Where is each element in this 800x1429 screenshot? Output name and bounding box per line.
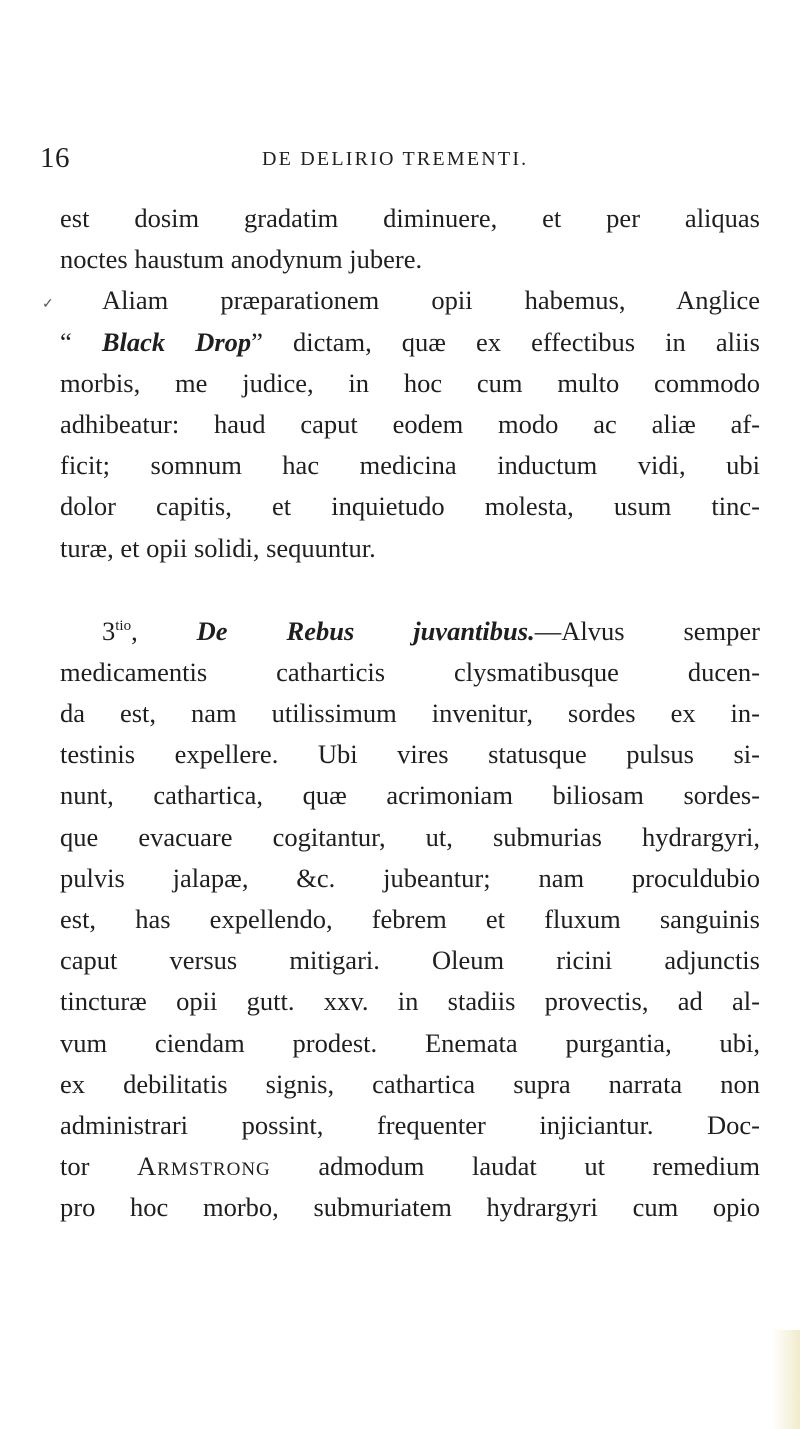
text-fragment: —Alvus semper bbox=[534, 615, 761, 646]
text-line: administrari possint, frequenter injiciantur. Doc- bbox=[60, 1109, 760, 1140]
section-title: De Rebus juvantibus. bbox=[196, 615, 535, 646]
black-drop-title: Black Drop bbox=[101, 326, 252, 357]
text-line: nunt, cathartica, quæ acrimoniam biliosam sordes- bbox=[60, 780, 760, 811]
page-stain bbox=[772, 1330, 800, 1429]
text-line bbox=[60, 1146, 760, 1187]
text-line: pro hoc morbo, submuriatem hydrargyri cum opio bbox=[60, 1192, 760, 1223]
text-line: ficit; somnum hac medicina inductum vidi, ubi bbox=[60, 450, 760, 481]
text-fragment: , bbox=[131, 615, 197, 646]
author-name: Armstrong bbox=[137, 1151, 271, 1182]
text-line: Aliam præparationem opii habemus, Anglice bbox=[102, 285, 760, 316]
text-line: dolor capitis, et inquietudo molesta, usum tinc- bbox=[60, 491, 760, 522]
running-head bbox=[0, 142, 800, 182]
text-line: tincturæ opii gutt. xxv. in stadiis provectis, ad al- bbox=[60, 986, 760, 1017]
text-line: est dosim gradatim diminuere, et per aliquas bbox=[60, 203, 760, 233]
text-line: ex debilitatis signis, cathartica supra narrata non bbox=[60, 1068, 760, 1099]
text-line: vum ciendam prodest. Enemata purgantia, ubi, bbox=[60, 1027, 760, 1058]
text-fragment: admodum laudat ut remedium bbox=[270, 1151, 760, 1182]
paragraph-gap bbox=[60, 569, 760, 611]
open-quote: “ bbox=[60, 326, 102, 357]
text-line: morbis, me judice, in hoc cum multo commodo bbox=[60, 367, 760, 398]
margin-mark: ✓ bbox=[42, 297, 54, 312]
text-line: turæ, et opii solidi, sequuntur. bbox=[60, 532, 376, 563]
text-line: pulvis jalapæ, &c. jubeantur; nam proculdubio bbox=[60, 862, 760, 893]
body-text bbox=[60, 198, 760, 1229]
section-number: 3 bbox=[102, 615, 116, 646]
page-number: 16 bbox=[40, 142, 70, 174]
running-title: DE DELIRIO TREMENTI. bbox=[262, 148, 529, 170]
text-line: que evacuare cogitantur, ut, submurias hydrargyri, bbox=[60, 821, 760, 852]
section-ordinal: tio bbox=[115, 617, 132, 634]
text-line: est, has expellendo, febrem et fluxum sanguinis bbox=[60, 904, 760, 934]
text-line: da est, nam utilissimum invenitur, sordes ex in- bbox=[60, 698, 760, 729]
text-line: testinis expellere. Ubi vires statusque pulsus si- bbox=[60, 739, 760, 770]
text-fragment: tor bbox=[60, 1151, 138, 1182]
text-fragment: ” dictam, quæ ex effectibus in aliis bbox=[251, 326, 760, 357]
text-line bbox=[60, 322, 760, 363]
text-line: noctes haustum anodynum jubere. bbox=[60, 244, 423, 275]
text-line: medicamentis catharticis clysmatibusque ducen- bbox=[60, 656, 760, 687]
text-line: adhibeatur: haud caput eodem modo ac aliæ af- bbox=[60, 408, 760, 439]
text-line: caput versus mitigari. Oleum ricini adjunctis bbox=[60, 945, 760, 976]
text-line bbox=[60, 611, 760, 652]
